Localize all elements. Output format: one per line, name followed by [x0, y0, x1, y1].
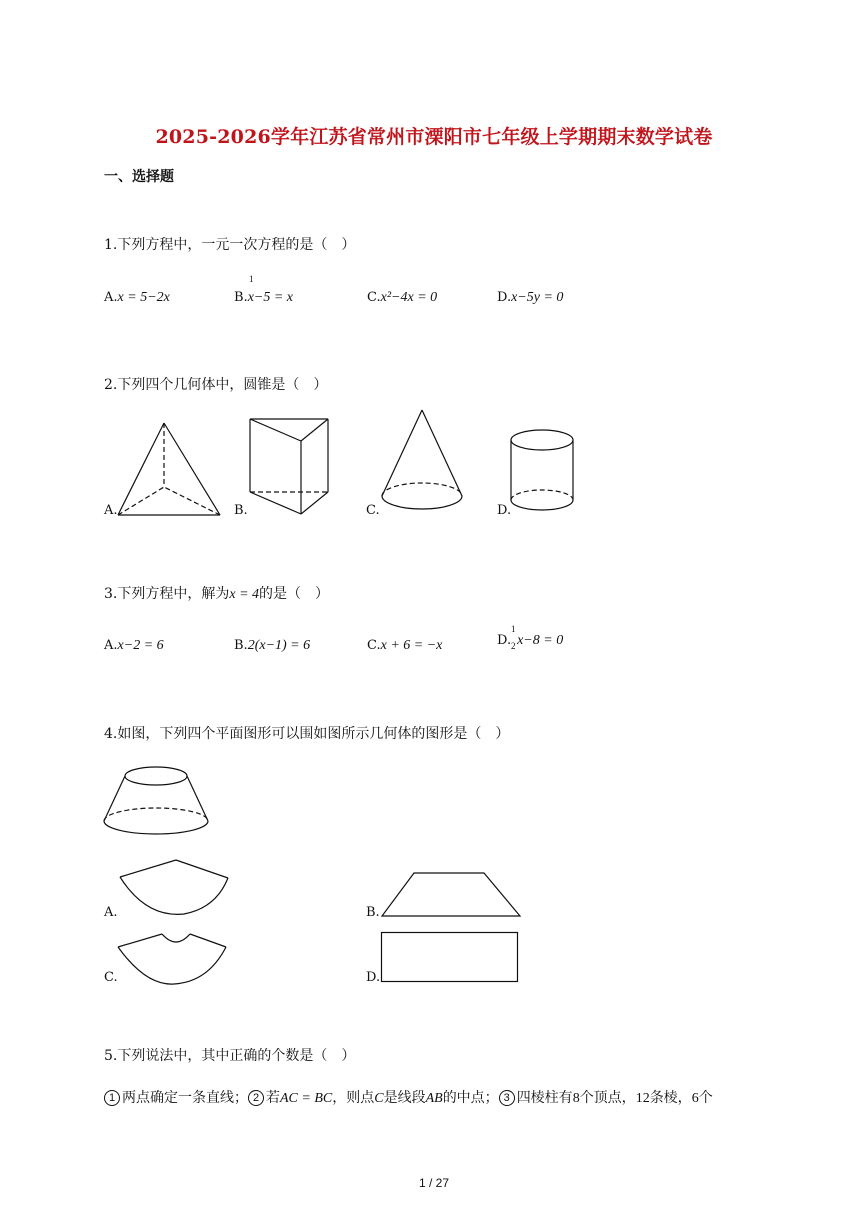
statement-text: 四棱柱有 [516, 1090, 573, 1106]
option-label: D. [497, 290, 512, 305]
circled-number: 1 [104, 1090, 120, 1106]
circled-number: 2 [248, 1090, 264, 1106]
q3-d-fraction-denominator: 2 [511, 641, 516, 651]
question-5-stem: 5.下列说法中，其中正确的个数是（ ） [104, 1048, 356, 1064]
statement-text: ，则点 [332, 1090, 375, 1106]
question-4-stem: 4.如图，下列四个平面图形可以围如图所示几何体的图形是（ ） [104, 726, 510, 742]
cone-figure [380, 408, 470, 518]
statement-number: 12 [635, 1091, 650, 1106]
question-2-stem: 2.下列四个几何体中，圆锥是（ ） [104, 377, 328, 393]
cylinder-figure [509, 428, 579, 518]
option-expression: 2(x−1) = 6 [247, 638, 311, 653]
option-expression: x²−4x = 0 [380, 290, 438, 305]
statement-text: 若 [266, 1090, 280, 1106]
stem-math: x = 4 [229, 587, 260, 602]
statement-math: C [374, 1091, 384, 1106]
q2-option-c-label: C. [366, 503, 380, 518]
page-number: 1 / 27 [418, 1176, 450, 1190]
trapezoid-figure [380, 870, 525, 920]
statement-text: 个顶点， [579, 1090, 636, 1106]
question-1-stem: 1.下列方程中，一元一次方程的是（ ） [104, 237, 356, 253]
q3-option-a [104, 638, 164, 654]
option-expression: x−8 = 0 [517, 633, 564, 648]
question-5-statements [104, 1087, 713, 1107]
triangular-pyramid-figure [104, 420, 234, 520]
q1-option-a [104, 290, 170, 306]
q3-d-fraction-numerator: 1 [511, 624, 516, 634]
q1-option-c [367, 290, 437, 306]
q3-option-b [234, 638, 310, 654]
stem-suffix: 的是（ ） [259, 586, 330, 602]
option-label: B. [234, 290, 248, 305]
q2-option-a-label: A. [104, 503, 118, 518]
q1-option-d [497, 290, 563, 306]
option-label: C. [367, 638, 381, 653]
option-label: C. [367, 290, 381, 305]
option-expression: x = 5−2x [117, 290, 170, 305]
q2-option-d-label: D. [497, 503, 512, 518]
option-expression: x−5 = x [247, 290, 294, 305]
option-expression: x + 6 = −x [380, 638, 443, 653]
statement-text: 的中点； [442, 1090, 499, 1106]
statement-text: 两点确定一条直线； [122, 1090, 248, 1106]
statement-text: 条棱， [649, 1090, 692, 1106]
q4-option-d-label: D. [366, 970, 381, 985]
option-label: D. [497, 633, 512, 648]
statement-number: 8 [572, 1091, 580, 1106]
question-3-stem [104, 583, 329, 603]
stem-prefix: 3.下列方程中，解为 [104, 586, 230, 602]
statement-text: 个 [698, 1090, 713, 1106]
section-heading: 一、选择题 [104, 169, 174, 185]
document-title: 2025-2026学年江苏省常州市溧阳市七年级上学期期末数学试卷 [155, 126, 713, 148]
rectangle-figure [380, 931, 522, 985]
q1-option-b [234, 290, 293, 306]
frustum-figure [102, 764, 212, 839]
annular-sector-notched-figure [116, 928, 231, 988]
circled-number: 3 [499, 1090, 515, 1106]
q4-option-c-label: C. [104, 970, 118, 985]
q1-b-fraction-numerator: 1 [249, 274, 254, 284]
q3-option-c [367, 638, 442, 654]
statement-math: AB [425, 1091, 443, 1106]
option-expression: x−5y = 0 [511, 290, 564, 305]
q4-option-b-label: B. [366, 905, 380, 920]
q2-option-b-label: B. [234, 503, 248, 518]
statement-text: 是线段 [383, 1090, 426, 1106]
option-label: A. [104, 290, 118, 305]
option-label: A. [104, 638, 118, 653]
statement-math: AC = BC [280, 1091, 333, 1106]
annular-sector-wide-figure [116, 858, 231, 918]
statement-number: 6 [691, 1091, 699, 1106]
option-expression: x−2 = 6 [117, 638, 164, 653]
q4-option-a-label: A. [104, 905, 118, 920]
triangular-prism-figure [248, 417, 338, 517]
q3-option-d [497, 633, 563, 649]
option-label: B. [234, 638, 248, 653]
